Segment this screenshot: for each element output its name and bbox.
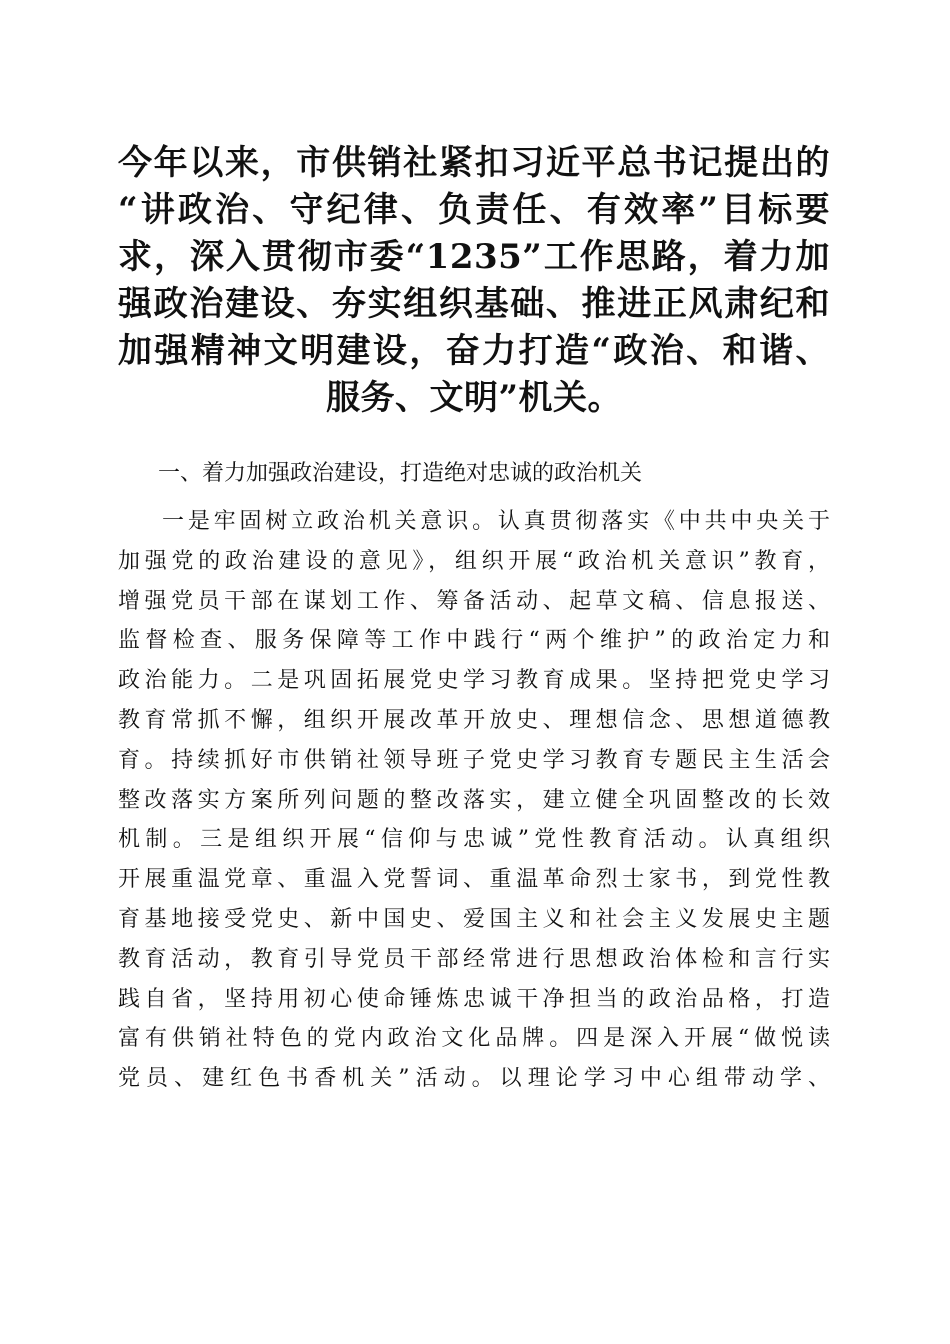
body-line: 机制。三是组织开展“信仰与忠诚”党性教育活动。认真组织 (118, 827, 830, 853)
body-line: 育。持续抓好市供销社领导班子党史学习教育专题民主生活会 (118, 747, 830, 773)
title-line: 今年以来，市供销社紧扣习近平总书记提出的 (118, 143, 830, 183)
title-line: 求，深入贯彻市委“1235”工作思路，着力加 (118, 237, 830, 277)
body-line: 践自省，坚持用初心使命锤炼忠诚干净担当的政治品格，打造 (118, 986, 830, 1012)
body-paragraph (118, 502, 830, 1099)
body-line: 开展重温党章、重温入党誓词、重温革命烈士家书，到党性教 (118, 867, 830, 893)
section-heading: 一、着力加强政治建设，打造绝对忠诚的政治机关 (158, 461, 643, 486)
body-line: 政治能力。二是巩固拓展党史学习教育成果。坚持把党史学习 (118, 668, 830, 694)
body-line: 教育常抓不懈，组织开展改革开放史、理想信念、思想道德教 (118, 707, 830, 733)
body-line: 一是牢固树立政治机关意识。认真贯彻落实《中共中央关于 (162, 509, 830, 534)
body-line: 加强党的政治建设的意见》，组织开展“政治机关意识”教育， (118, 548, 830, 574)
body-line: 整改落实方案所列问题的整改落实，建立健全巩固整改的长效 (118, 787, 830, 813)
body-line: 教育活动，教育引导党员干部经常进行思想政治体检和言行实 (118, 946, 830, 972)
title-line: 服务、文明”机关。 (325, 378, 623, 418)
title-line: 强政治建设、夯实组织基础、推进正风肃纪和 (118, 284, 830, 324)
body-line: 监督检查、服务保障等工作中践行“两个维护”的政治定力和 (118, 628, 830, 654)
body-line: 增强党员干部在谋划工作、筹备活动、起草文稿、信息报送、 (118, 588, 830, 614)
body-line: 育基地接受党史、新中国史、爱国主义和社会主义发展史主题 (118, 906, 830, 932)
body-line: 富有供销社特色的党内政治文化品牌。四是深入开展“做悦读 (118, 1026, 830, 1052)
body-line: 党员、建红色书香机关”活动。以理论学习中心组带动学、 (118, 1066, 830, 1092)
title-line: “讲政治、守纪律、负责任、有效率”目标要 (118, 190, 830, 230)
document-title (118, 140, 830, 422)
title-line: 加强精神文明建设，奋力打造“政治、和谐、 (118, 331, 830, 371)
